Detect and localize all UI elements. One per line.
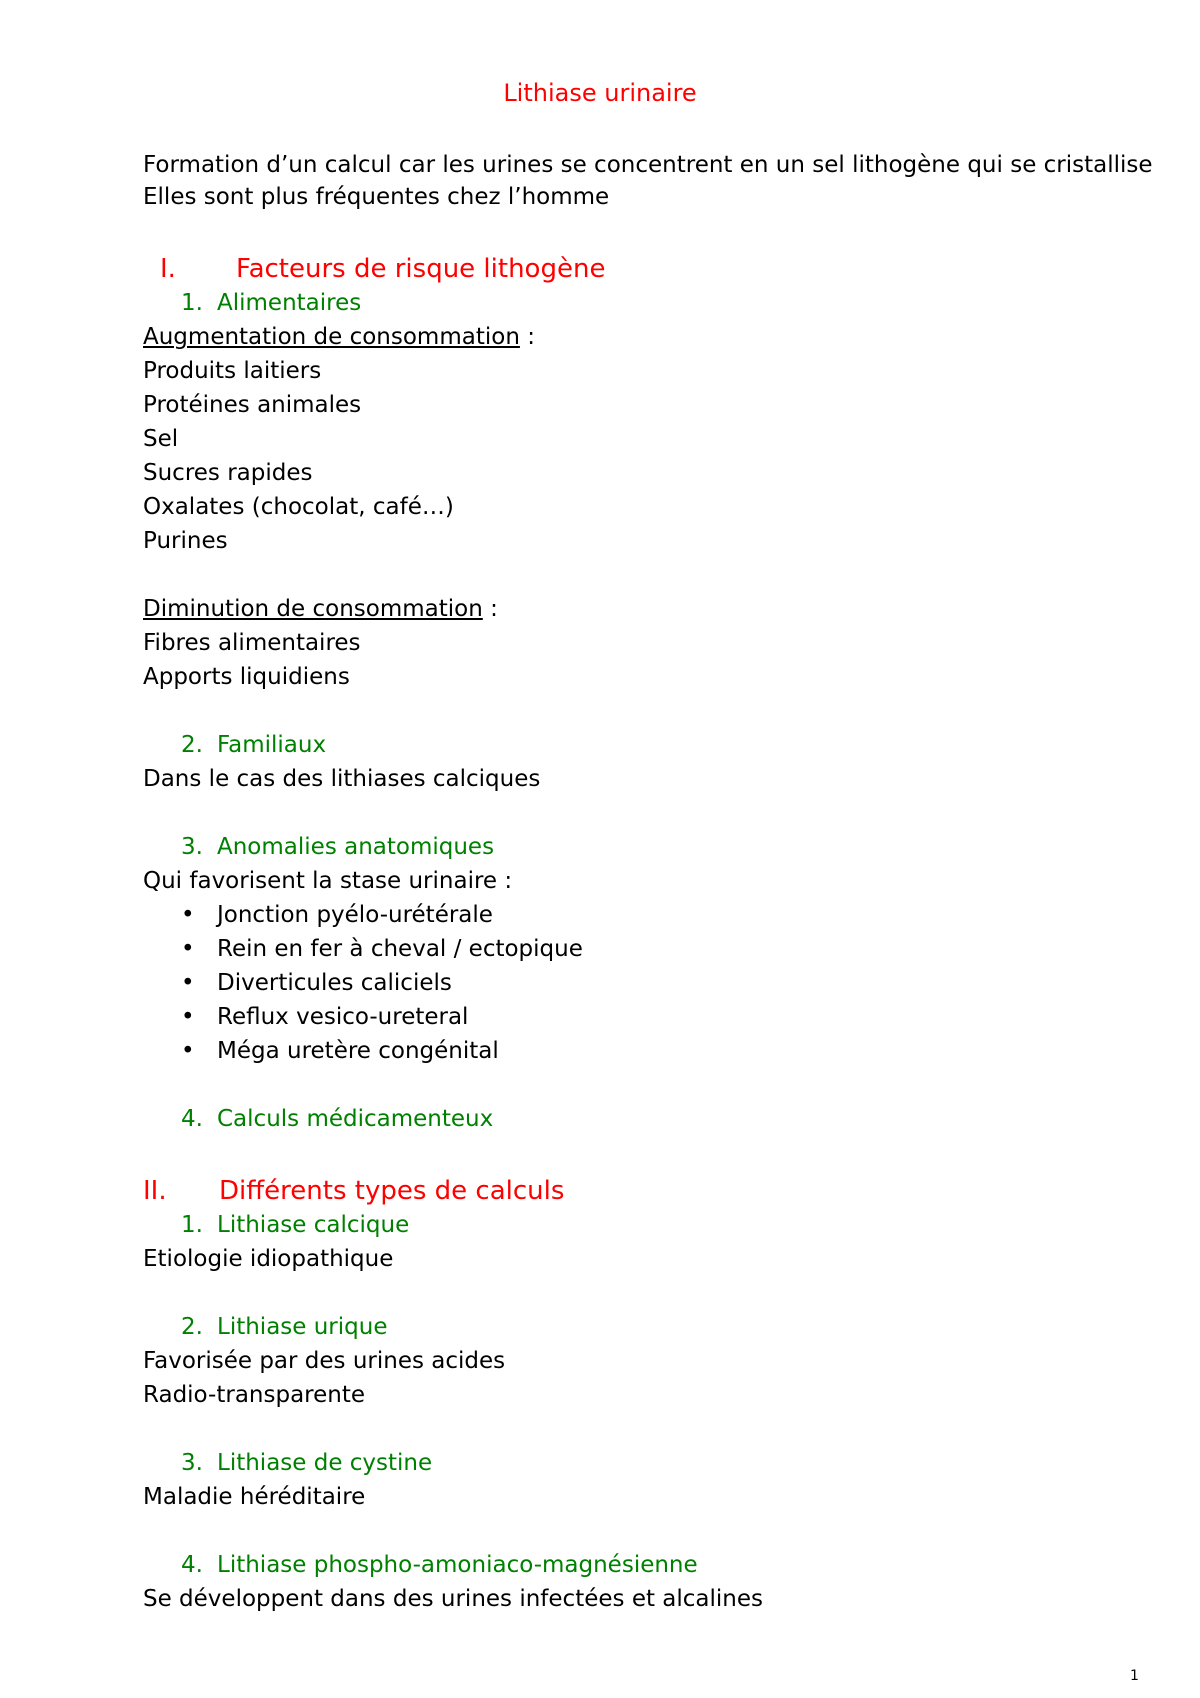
subsection-1-2-heading [181,730,326,760]
bullet-item [181,1036,499,1066]
section-2-title: Différents types de calculs [219,1176,565,1206]
list-item: Oxalates (chocolat, café…) [143,494,454,520]
increase-label-colon: : [519,324,535,350]
paragraph-line: Qui favorisent la stase urinaire : [143,868,513,894]
subsection-2-1-heading [181,1210,409,1240]
bullet-item [181,900,493,930]
subsection-number: 1. [181,1212,203,1238]
intro-line-1: Formation d’un calcul car les urines se concentrent en un sel lithogène qui se cristallise [143,152,1153,178]
bullet-icon: • [181,902,195,928]
subsection-number: 4. [181,1106,203,1132]
subsection-2-3-heading [181,1448,432,1478]
subsection-title: Calculs médicamenteux [217,1106,494,1132]
list-item: Sucres rapides [143,460,313,486]
subsection-title: Lithiase phospho-amoniaco-magnésienne [217,1552,698,1578]
list-item: Produits laitiers [143,358,322,384]
subsection-title: Lithiase calcique [217,1212,410,1238]
section-1-heading [160,254,605,284]
intro-line-2: Elles sont plus fréquentes chez l’homme [143,184,610,210]
paragraph-line: Maladie héréditaire [143,1484,366,1510]
bullet-item [181,934,583,964]
paragraph-line: Favorisée par des urines acides [143,1348,506,1374]
list-item: Fibres alimentaires [143,630,361,656]
subsection-title: Lithiase de cystine [217,1450,433,1476]
subsection-number: 4. [181,1552,203,1578]
decrease-label-text: Diminution de consommation [143,596,483,622]
list-item: Purines [143,528,228,554]
subsection-number: 3. [181,834,203,860]
section-1-title: Facteurs de risque lithogène [236,254,606,284]
paragraph-line: Se développent dans des urines infectées et alcalines [143,1586,764,1612]
section-1-numeral: I. [160,254,176,284]
subsection-1-1-heading [181,288,361,318]
decrease-consumption-label [143,594,498,624]
subsection-1-3-heading [181,832,494,862]
bullet-text: Rein en fer à cheval / ectopique [217,936,583,962]
subsection-title: Alimentaires [217,290,362,316]
document-title: Lithiase urinaire [503,79,697,107]
bullet-text: Méga uretère congénital [217,1038,499,1064]
list-item: Protéines animales [143,392,362,418]
subsection-title: Lithiase urique [217,1314,388,1340]
bullet-text: Jonction pyélo-urétérale [217,902,493,928]
paragraph-line: Dans le cas des lithiases calciques [143,766,541,792]
subsection-title: Familiaux [217,732,327,758]
subsection-title: Anomalies anatomiques [217,834,495,860]
list-item: Apports liquidiens [143,664,350,690]
page-number: 1 [1130,1668,1139,1684]
bullet-icon: • [181,1004,195,1030]
bullet-item [181,968,452,998]
section-2-heading [143,1176,564,1206]
bullet-text: Reflux vesico-ureteral [217,1004,469,1030]
bullet-icon: • [181,970,195,996]
bullet-text: Diverticules caliciels [217,970,452,996]
bullet-item [181,1002,468,1032]
decrease-label-colon: : [482,596,498,622]
bullet-icon: • [181,1038,195,1064]
list-item: Sel [143,426,179,452]
subsection-number: 3. [181,1450,203,1476]
subsection-number: 1. [181,290,203,316]
subsection-number: 2. [181,1314,203,1340]
increase-label-text: Augmentation de consommation [143,324,520,350]
subsection-number: 2. [181,732,203,758]
increase-consumption-label [143,322,535,352]
subsection-2-2-heading [181,1312,387,1342]
subsection-2-4-heading [181,1550,698,1580]
paragraph-line: Etiologie idiopathique [143,1246,394,1272]
paragraph-line: Radio-transparente [143,1382,366,1408]
bullet-icon: • [181,936,195,962]
section-2-numeral: II. [143,1176,167,1206]
subsection-1-4-heading [181,1104,493,1134]
